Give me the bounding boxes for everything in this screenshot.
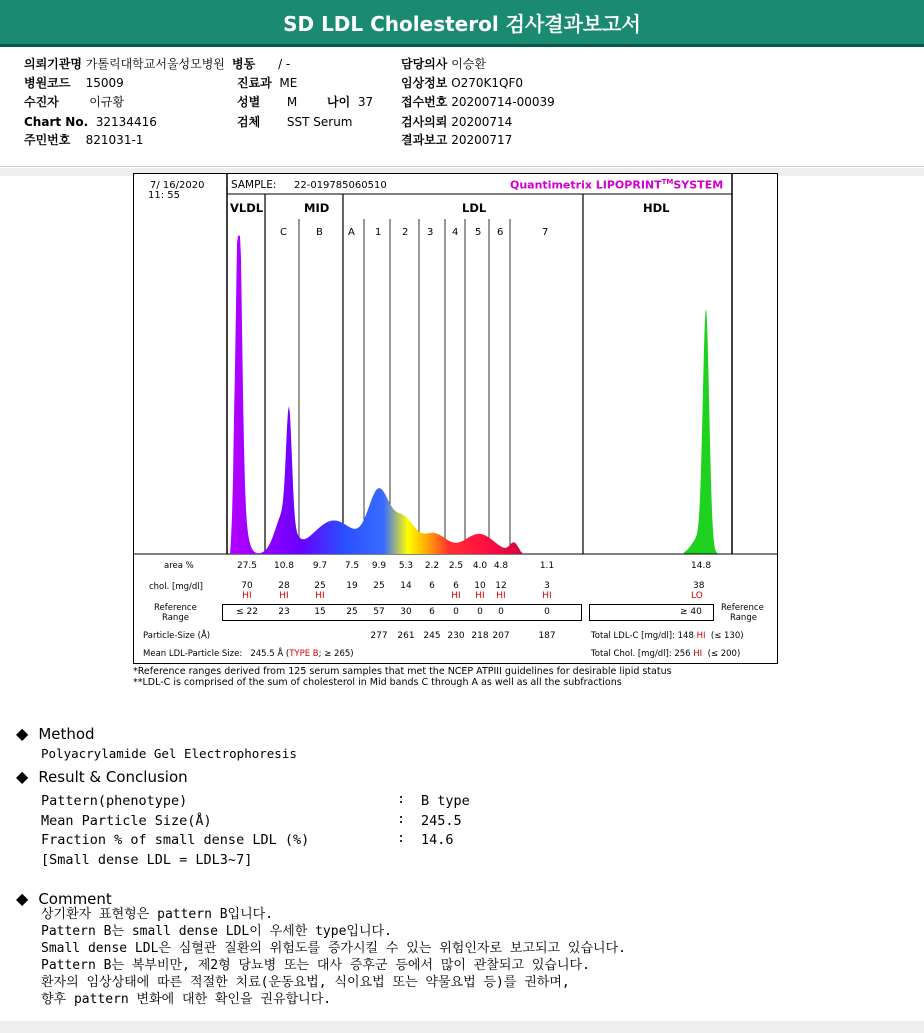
band-label: 6 [497, 227, 504, 238]
sample-label: SAMPLE: [231, 179, 277, 191]
diamond-bullet-icon: ◆ [16, 724, 29, 743]
area-value: 9.7 [312, 561, 328, 571]
area-value: 2.2 [424, 561, 440, 571]
area-value: 27.5 [236, 561, 258, 571]
result-row-label: Fraction % of small dense LDL (%) [41, 832, 310, 848]
chol-flag: HI [279, 591, 289, 601]
result-row-label: Pattern(phenotype) [41, 793, 188, 809]
chol-value: 6 [429, 581, 435, 591]
department-field: 진료과 ME [237, 76, 298, 90]
row-label-chol: chol. [mg/dl] [149, 582, 203, 592]
chol-flag: HI [451, 591, 461, 601]
group-hdl: HDL [643, 201, 670, 215]
group-mid: MID [304, 201, 330, 215]
sample-id: 22-019785060510 [294, 180, 387, 191]
chol-value: 3 [544, 581, 550, 591]
ward-field: 병동 / - [232, 57, 291, 71]
ref-value: 6 [429, 607, 435, 617]
group-ldl: LDL [462, 201, 487, 215]
band-label: 3 [427, 227, 434, 238]
chol-flag: HI [496, 591, 506, 601]
hdl-chol: 38 [693, 581, 705, 591]
chol-value: 28 [278, 581, 290, 591]
ref-value: 25 [346, 607, 358, 617]
receipt-no-field: 접수번호 20200714-00039 [401, 95, 555, 109]
report-date: 7/ 16/2020 [150, 180, 205, 191]
report-title: SD LDL Cholesterol 검사결과보고서 [0, 0, 924, 47]
diamond-bullet-icon: ◆ [16, 889, 29, 908]
area-value: 4.0 [472, 561, 488, 571]
result-row-sep: : [397, 791, 406, 807]
total-ldl-c: Total LDL-C [mg/dl]: 148 HI (≤ 130) [591, 631, 744, 641]
comment-line: Pattern B는 small dense LDL이 우세한 type입니다. [41, 924, 392, 939]
chol-value: 70 [241, 581, 253, 591]
footnote-1: *Reference ranges derived from 125 serum samples that met the NCEP ATPIII guidelines for desirable lipid status [133, 666, 672, 677]
chol-value: 19 [346, 581, 358, 591]
particle-size-value: 207 [492, 631, 510, 641]
result-row-sep: : [397, 811, 406, 827]
band-label: 2 [402, 227, 409, 238]
diamond-bullet-icon: ◆ [16, 767, 29, 786]
hdl-ref: ≥ 40 [680, 607, 702, 617]
chol-flag: HI [475, 591, 485, 601]
particle-size-value: 261 [397, 631, 415, 641]
patient-info [0, 50, 924, 167]
clinical-info-field: 임상정보 O270K1QF0 [401, 76, 524, 90]
group-vldl: VLDL [230, 201, 264, 215]
ref-value: 0 [544, 607, 550, 617]
report-date-field: 결과보고 20200717 [401, 133, 513, 147]
band-label: 5 [475, 227, 482, 238]
hdl-area: 14.8 [691, 561, 712, 571]
bottom-band [0, 1021, 924, 1033]
area-value: 5.3 [398, 561, 414, 571]
ref-value: 30 [400, 607, 412, 617]
row-label-area: area % [164, 561, 194, 571]
result-row-sep: : [397, 830, 406, 846]
report-time: 11: 55 [148, 190, 180, 201]
result-row-label: Mean Particle Size(Å) [41, 813, 212, 829]
particle-size-value: 187 [538, 631, 556, 641]
ref-value: 57 [373, 607, 385, 617]
comment-line: 향후 pattern 변화에 대한 확인을 권유합니다. [41, 992, 332, 1007]
mean-ldl-particle-size: Mean LDL-Particle Size: 245.5 Å (TYPE B; ≥ 265) [143, 649, 354, 659]
chol-value: 25 [314, 581, 326, 591]
area-value: 9.9 [371, 561, 387, 571]
doctor-field: 담당의사 이승환 [401, 57, 486, 71]
area-value: 1.1 [539, 561, 555, 571]
patient-name-field: 수진자 이규황 [24, 95, 125, 109]
hdl-flag: LO [691, 591, 703, 601]
result-row-value: B type [421, 793, 470, 809]
total-chol: Total Chol. [mg/dl]: 256 HI (≤ 200) [591, 649, 741, 659]
age-field: 나이 37 [327, 95, 374, 109]
row-label-ref1: Reference [154, 603, 197, 613]
comment-title: ◆ Comment [16, 889, 112, 908]
particle-size-value: 230 [447, 631, 465, 641]
ref-value: 0 [453, 607, 459, 617]
chol-value: 25 [373, 581, 385, 591]
method-text: Polyacrylamide Gel Electrophoresis [41, 746, 297, 761]
lipoprint-report [133, 173, 778, 664]
band-label: B [316, 227, 323, 238]
comment-line: 환자의 임상상태에 따른 적절한 치료(운동요법, 식이요법 또는 약물요법 등)를 권하며, [41, 975, 570, 990]
method-title: ◆ Method [16, 724, 95, 743]
particle-size-value: 245 [423, 631, 441, 641]
row-label-ref2: Range [162, 613, 189, 623]
row-label-particle: Particle-Size (Å) [143, 631, 211, 641]
chol-flag: HI [542, 591, 552, 601]
request-date-field: 검사의뢰 20200714 [401, 115, 513, 129]
comment-line: Pattern B는 복부비만, 제2형 당뇨병 또는 대사 증후군 등에서 많이 관찰되고 있습니다. [41, 958, 590, 973]
resident-no-field: 주민번호 821031-1 [24, 133, 144, 147]
system-label: Quantimetrix LIPOPRINT™SYSTEM [510, 178, 724, 192]
row-label-ref-right2: Range [730, 613, 757, 623]
result-title: ◆ Result & Conclusion [16, 767, 188, 786]
result-note: [Small dense LDL = LDL3~7] [41, 852, 253, 868]
area-value: 7.5 [344, 561, 360, 571]
band-label: 7 [542, 227, 549, 238]
hdl-profile-curve [684, 309, 719, 554]
comment-line: 상기환자 표현형은 pattern B입니다. [41, 907, 274, 922]
hospital-name-field: 의뢰기관명 가톨릭대학교서울성모병원 [24, 57, 225, 71]
ref-value: 15 [314, 607, 326, 617]
row-label-ref-right1: Reference [721, 603, 764, 613]
band-label: 4 [452, 227, 459, 238]
ref-value: 0 [498, 607, 504, 617]
band-label: 1 [375, 227, 382, 238]
comment-line: Small dense LDL은 심혈관 질환의 위험도를 증가시킬 수 있는 위험인자로 보고되고 있습니다. [41, 941, 626, 956]
chol-value: 10 [474, 581, 486, 591]
particle-size-value: 277 [370, 631, 388, 641]
ref-value: 0 [477, 607, 483, 617]
area-value: 2.5 [448, 561, 464, 571]
particle-size-value: 218 [471, 631, 489, 641]
hospital-code-field: 병원코드 15009 [24, 76, 124, 90]
chol-value: 6 [453, 581, 459, 591]
band-label: A [348, 227, 355, 238]
specimen-field: 검체 SST Serum [237, 115, 353, 129]
ldl-profile-curve [230, 236, 526, 554]
band-label: C [280, 227, 287, 238]
chol-value: 14 [400, 581, 412, 591]
chart-no-field: Chart No. 32134416 [24, 115, 157, 129]
chol-flag: HI [315, 591, 325, 601]
ref-value: ≤ 22 [236, 607, 258, 617]
result-row-value: 14.6 [421, 832, 454, 848]
chol-value: 12 [495, 581, 507, 591]
footnote-2: **LDL-C is comprised of the sum of cholesterol in Mid bands C through A as well as all the subfractions [133, 677, 622, 688]
area-value: 10.8 [273, 561, 295, 571]
chol-flag: HI [242, 591, 252, 601]
area-value: 4.8 [493, 561, 509, 571]
result-row-value: 245.5 [421, 813, 462, 829]
ref-value: 23 [278, 607, 290, 617]
sex-field: 성별 M [237, 95, 298, 109]
